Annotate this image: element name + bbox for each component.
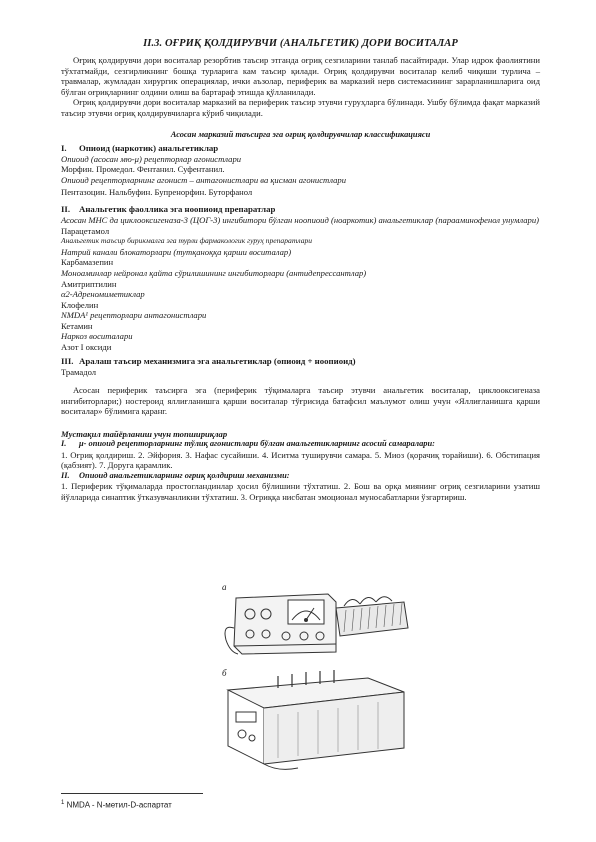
group-line: Амитриптилин — [61, 278, 117, 289]
task-title — [61, 439, 540, 450]
group-title — [61, 356, 540, 367]
group-line: Клофелин — [61, 299, 99, 310]
classification-heading: Асосан марказий таъсирга эга оғриқ қолдирувчилар классификацияси — [170, 129, 431, 139]
group-numeral: I. — [61, 142, 67, 153]
group-title-text: Анальгетик фаоллика эга ноопиоид препаратлар — [79, 203, 276, 214]
task-title-text: Опиоид анальгетикларнинг оғриқ қолдириш механизми: — [79, 470, 290, 480]
footnote-text: NMDA - N-метил-D-аспартат — [66, 800, 172, 810]
document-page — [61, 38, 540, 503]
figure-label-b: б — [222, 668, 227, 678]
page-title: II.3. ОҒРИҚ ҚОЛДИРУВЧИ (АНАЛЬГЕТИК) ДОРИ ВОСИТАЛАР — [143, 38, 458, 49]
task-body: 1. Оғриқ қолдириш. 2. Эйфория. 3. Нафас сусайиши. 4. Иситма туширувчи самара. 5. Миоз (қорачиқ торайиши). 6. Обстипация (қабзият). 7. Доруга қарамлик. — [61, 449, 540, 471]
intro-paragraph-1: Оғриқ қолдирувчи дори воситалар резорбтив таъсир этганда оғриқ сезгиларини танлаб пасайтиради. Улар идрок фаолиятини тўхтатмайди, сезгирликнинг бошқа турларига кам таъсир қилади. Оғриқ қолдирувчи воситалар келиб чиқиши турлича – травмалар, жумладан хирургик операциялар, ички аъзолар, периферик ва марказий нерв системасининг зарарланишларига оид бўлган оғриқларнинг олдини олиш ва бартараф этишда қўлланилади. — [61, 55, 540, 97]
task-item — [61, 439, 540, 471]
analgesimeter-device-image — [168, 588, 410, 658]
group-line: Трамадол — [61, 366, 97, 377]
group-line: Моноаминлар нейронал қайта сўрилишининг ингибиторлари (антидепрессантлар) — [61, 267, 367, 278]
group-opioid — [61, 143, 540, 198]
tasks-heading: Мустақил тайёрланиш учун топшириқлар — [61, 429, 228, 440]
group-title-text: Опиоид (наркотик) анальгетиклар — [79, 142, 219, 153]
group-numeral: II. — [61, 203, 71, 214]
task-title-text: μ- опиоид рецепторларнинг тўлиқ агонистлари бўлган анальгетикларнинг асосий самаралари: — [79, 439, 435, 449]
group-line: Пентазоцин. Нальбуфин. Бупренорфин. Буторфанол — [61, 187, 253, 198]
figure-label-a: а — [222, 582, 227, 592]
task-numeral: I. — [61, 439, 67, 449]
group-line: Натрий канали блокаторлари (тутқаноққа қарши воситалар) — [61, 246, 292, 257]
group-line: Азот I оксиди — [61, 342, 112, 353]
footnote-mark: 1 — [61, 800, 65, 806]
group-line: Опиоид рецепторларнинг агонист – антагонистлари ва қисман агонистлари — [61, 174, 346, 185]
group-title — [61, 204, 540, 215]
group-non-opioid — [61, 204, 540, 353]
group-numeral: III. — [61, 355, 74, 366]
task-numeral: II. — [61, 470, 70, 480]
group-line: Анальгетик таъсир бирикмалга эга турли фармакологик гуруҳ препаратлари — [61, 236, 313, 246]
group-line: Карбамазепин — [61, 257, 114, 268]
task-item — [61, 471, 540, 503]
reference-paragraph: Асосан периферик таъсирга эга (периферик тўқималарга таъсир этувчи анальгетик воситалар, циклооксигеназа ингибиторлари;) ностероид яллиғланишга қарши воситалар тўғрисида батафсил маълумот олиш учун «Яллиғланишга қарши воситалар» бўлимига қаранг. — [61, 385, 540, 417]
group-title — [61, 143, 540, 154]
group-line: Морфин. Промедол. Фентанил. Суфентанил. — [61, 164, 225, 175]
footnote-divider — [61, 793, 203, 794]
group-line: Опиоид (асосан мю-μ) рецепторлар агонистлари — [61, 153, 242, 164]
task-body: 1. Периферик тўқималарда простогландинлар ҳосил бўлишини тўхтатиш. 2. Бош ва орқа миянинг оғриқ сезгиларини узатиш йўлларида синаптик ўтказувчанликни тўхтатиш. 3. Оғриққа нисбатан эмоционал муносабатларни ўзгартириш. — [61, 481, 540, 502]
group-mixed — [61, 356, 540, 378]
intro-paragraph-2: Оғриқ қолдирувчи дори воситалар марказий ва периферик таъсир этувчи гуруҳларга бўлинади. Ушбу бўлимда фақат марказий таъсир этувчи оғриқ қолдирувчиларга кўриб чиқилади. — [61, 97, 540, 118]
group-line: Асосан МНС да циклооксигеназа-3 (ЦОГ-3) ингибитори бўлган ноопиоид (ноаркотик) анальгетиклар (парааминофенол унумлари) — [61, 214, 539, 225]
task-title — [61, 471, 540, 482]
group-line: Парацетамол — [61, 225, 110, 236]
group-title-text: Аралаш таъсир механизмига эга анальгетиклар (опиоид + ноопиоид) — [79, 355, 356, 366]
group-line: Кетамин — [61, 320, 93, 331]
group-line: α2-Адреномиметиклар — [61, 289, 145, 300]
footnote — [61, 800, 172, 810]
hot-plate-device-image — [168, 668, 410, 778]
group-line: NMDA¹ рецепторлари антагонистлари — [61, 310, 207, 321]
group-line: Наркоз воситалари — [61, 331, 133, 342]
